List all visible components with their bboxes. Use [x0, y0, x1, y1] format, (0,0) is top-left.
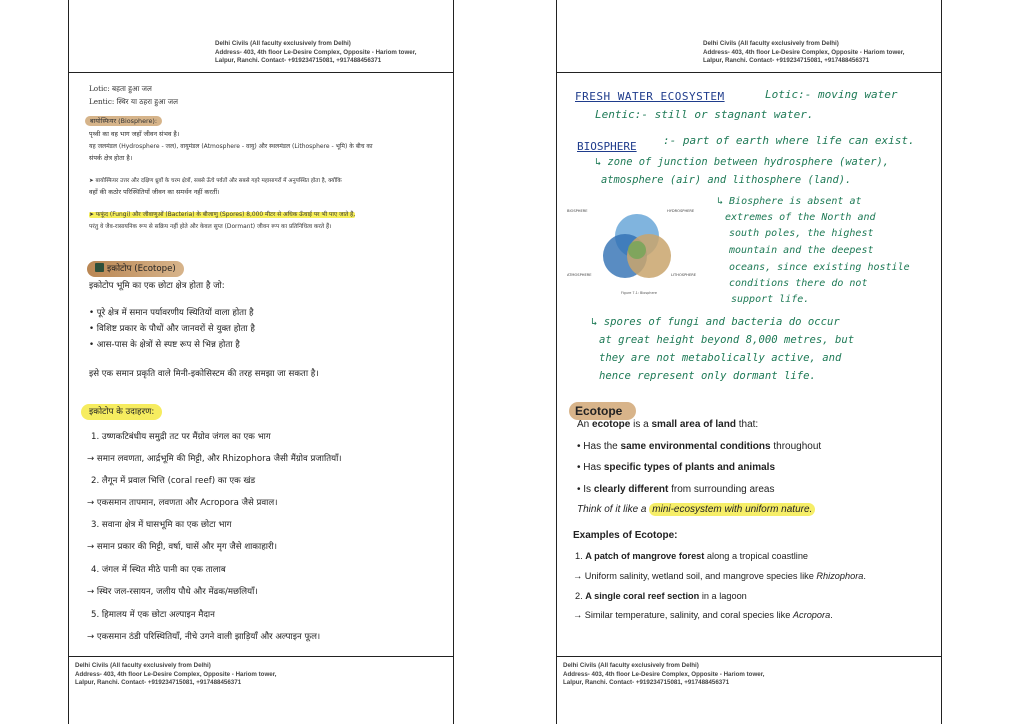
- b2-bold: specific types of plants and animals: [603, 462, 776, 473]
- hw-bio-1: :- part of earth where life can exist.: [663, 134, 915, 147]
- header-line-2: Address- 403, 4th floor Le-Desire Complex, Opposite - Hariom tower,: [703, 48, 905, 56]
- example-4-detail: → स्थिर जल-रसायन, जलीय पौधे और मेंढक/मछलियाँ।: [87, 587, 258, 597]
- def-bold-2: small area of land: [651, 419, 736, 430]
- hw-bio-3: atmosphere (air) and lithosphere (land).: [601, 174, 852, 186]
- def-bold: ecotope: [592, 419, 631, 430]
- hw-absent-5: oceans, since existing hostile: [729, 262, 910, 273]
- ex2-bold: A single coral reef section: [585, 591, 700, 601]
- hw-bio-2: ↳ zone of junction between hydrosphere (water),: [595, 156, 890, 168]
- hw-spores-3: they are not metabolically active, and: [599, 352, 842, 364]
- footer-line-2: Address- 403, 4th floor Le-Desire Complex, Opposite - Hariom tower,: [563, 670, 765, 678]
- ex2-post: in a lagoon: [699, 591, 747, 601]
- fig-caption: Figure 7.1: Biosphere: [621, 291, 657, 295]
- ex2-arrow-italic: Acropora: [792, 610, 831, 620]
- biosphere-heading: [85, 116, 162, 125]
- biosphere-core: [628, 241, 646, 259]
- hw-lentic: Lentic:- still or stagnant water.: [595, 108, 814, 121]
- b1-bold: same environmental conditions: [620, 441, 771, 452]
- ex1-arrow-post: .: [863, 571, 866, 581]
- examples-heading: [81, 405, 162, 417]
- hw-lotic: Lotic:- moving water: [765, 88, 898, 101]
- example-3-detail: → समान प्रकार की मिट्टी, वर्षा, घासें और मृग जैसे शाकाहारी।: [87, 542, 278, 552]
- biosphere-venn: [567, 200, 701, 300]
- b2-pre: • Has: [577, 462, 604, 473]
- ecotope-heading-pill: [87, 261, 184, 277]
- b3-post: from surrounding areas: [668, 484, 775, 495]
- def-mid: is a: [630, 419, 652, 430]
- lentic-line: Lentic: स्थिर या ठहरा हुआ जल: [89, 97, 178, 106]
- example-3: 3. सवाना क्षेत्र में घासभूमि का एक छोटा भाग: [91, 520, 232, 530]
- example-5-detail: → एकसमान ठंडी परिस्थितियाँ, नीचे उगने वाली झाड़ियाँ और अल्पाइन फूल।: [87, 632, 321, 642]
- ecotope-definition-en: [577, 419, 758, 430]
- hw-absent-1: ↳ Biosphere is absent at: [717, 196, 862, 207]
- example-en-1: [575, 551, 808, 561]
- hw-title: FRESH WATER ECOSYSTEM: [575, 90, 725, 103]
- ecotope-bullet-2: • विशिष्ट प्रकार के पौधों और जानवरों से युक्त होता है: [89, 324, 255, 334]
- ex2-arrow-pre: → Similar temperature, salinity, and coral species like: [573, 610, 793, 620]
- example-1-detail: → समान लवणता, आर्द्रभूमि की मिट्टी, और Rhizophora जैसी मैंग्रोव प्रजातियाँ।: [87, 454, 342, 464]
- hw-absent-3: south poles, the highest: [729, 228, 874, 239]
- ecotope-heading-en-text: Ecotope: [569, 402, 636, 420]
- hw-absent-6: conditions there do not: [729, 278, 868, 289]
- biosphere-heading-text: बायोस्फियर (Biosphere):: [85, 116, 162, 126]
- ecotope-bullet-3: • आस-पास के क्षेत्रों से स्पष्ट रूप से भिन्न होता है: [89, 340, 240, 350]
- footer-line-3: Lalpur, Ranchi. Contact- +919234715081, +917488456371: [563, 679, 730, 687]
- ex1-num: 1.: [575, 551, 583, 561]
- right-page: [556, 0, 942, 724]
- example-2-detail: → एकसमान तापमान, लवणता और Acropora जैसे प्रवाल।: [87, 498, 278, 508]
- footer-line-3: Lalpur, Ranchi. Contact- +919234715081, +917488456371: [75, 679, 242, 687]
- b3-pre: • Is: [577, 484, 594, 495]
- think-pre: Think of it like a: [577, 504, 650, 515]
- bio-para-4a: [89, 210, 355, 218]
- left-page-footer: [75, 662, 276, 688]
- ex1-bold: A patch of mangrove forest: [585, 551, 705, 561]
- hw-biosphere-title: BIOSPHERE: [577, 140, 637, 153]
- example-1: 1. उष्णकटिबंधीय समुद्री तट पर मैंग्रोव जंगल का एक भाग: [91, 432, 271, 442]
- ex1-arrow-italic: Rhizophora: [816, 571, 864, 581]
- ex1-arrow-pre: → Uniform salinity, wetland soil, and mangrove species like: [573, 571, 817, 581]
- biosphere-figure: [567, 200, 701, 300]
- book-icon: [95, 263, 104, 272]
- hw-absent-7: support life.: [731, 294, 810, 305]
- ecotope-bullet-1: • पूरे क्षेत्र में समान पर्यावरणीय स्थितियों वाला होता है: [89, 308, 254, 318]
- hw-spores-1: ↳ spores of fungi and bacteria do occur: [591, 316, 840, 328]
- bio-para-4a-text: ➤ फफूंद (Fungi) और जीवाणुओं (Bacteria) के बीजाणु (Spores) 8,000 मीटर से अधिक ऊँचाई पर भी पाए जाते हैं,: [89, 212, 356, 218]
- ecotope-definition: इकोटोप भूमि का एक छोटा क्षेत्र होता है जो:: [89, 281, 225, 291]
- hw-absent-4: mountain and the deepest: [729, 245, 874, 256]
- ex2-arrow-post: .: [830, 610, 833, 620]
- footer-line-2: Address- 403, 4th floor Le-Desire Complex, Opposite - Hariom tower,: [75, 670, 277, 678]
- example-2: 2. लैगून में प्रवाल भित्ति (coral reef) का एक खंड: [91, 476, 256, 486]
- ecotope-bullet-en-2: [577, 462, 775, 473]
- bio-para-3b: वहाँ की कठोर परिस्थितियाँ जीवन का समर्थन नहीं करतीं।: [89, 188, 220, 196]
- footer-divider: [557, 656, 941, 657]
- examples-heading-en: Examples of Ecotope:: [573, 530, 678, 541]
- ecotope-heading-text: इकोटोप (Ecotope): [107, 264, 176, 274]
- footer-line-1: Delhi Civils (All faculty exclusively from Delhi): [563, 662, 699, 669]
- think-highlight: mini-ecosystem with uniform nature.: [649, 503, 815, 516]
- example-en-2-detail: [573, 610, 833, 620]
- fig-label-lithosphere: LITHOSPHERE: [671, 273, 696, 277]
- bio-para-2b: संपर्क क्षेत्र होता है।: [89, 154, 133, 162]
- hw-spores-2: at great height beyond 8,000 metres, but: [599, 334, 855, 346]
- bio-para-2a: यह जलमंडल (Hydrosphere - जल), वायुमंडल (Atmosphere - वायु) और स्थलमंडल (Lithosphere - भूमि) के बीच का: [89, 143, 373, 150]
- lotic-line: Lotic: बहता हुआ जल: [89, 84, 152, 93]
- think-line: [577, 504, 815, 515]
- bio-para-3a: ➤ बायोस्फियर उत्तर और दक्षिण ध्रुवों के चरम क्षेत्रों, सबसे ऊँचे पर्वतों और सबसे गहरे महासागरों में अनुपस्थित होता है, क्योंकि: [89, 178, 342, 184]
- header-line-3: Lalpur, Ranchi. Contact- +919234715081, +917488456371: [703, 57, 870, 65]
- ex2-num: 2.: [575, 591, 583, 601]
- hw-spores-4: hence represent only dormant life.: [599, 370, 816, 382]
- fig-label-biosphere: BIOSPHERE: [567, 209, 588, 213]
- ecotope-note: इसे एक समान प्रकृति वाले मिनी-इकोसिस्टम की तरह समझा जा सकता है।: [89, 369, 319, 379]
- header-line-1: Delhi Civils (All faculty exclusively from Delhi): [215, 40, 351, 47]
- header-divider: [69, 72, 453, 73]
- def-pre: An: [577, 419, 593, 430]
- b1-post: throughout: [770, 441, 822, 452]
- ecotope-heading: [87, 262, 184, 274]
- example-5: 5. हिमालय में एक छोटा अल्पाइन मैदान: [91, 610, 215, 620]
- fig-label-hydrosphere: HYDROSPHERE: [667, 209, 695, 213]
- header-line-2: Address- 403, 4th floor Le-Desire Complex, Opposite - Hariom tower,: [215, 48, 417, 56]
- header-line-3: Lalpur, Ranchi. Contact- +919234715081, +917488456371: [215, 57, 382, 65]
- example-en-1-detail: [573, 571, 866, 581]
- ecotope-bullet-en-3: [577, 484, 775, 495]
- bio-para-4b: परंतु वे जैव-रासायनिक रूप से सक्रिय नहीं होते और केवल सुप्त (Dormant) जीवन रूप का प्रतिनिधित्व करते हैं।: [89, 224, 332, 230]
- left-page: [68, 0, 454, 724]
- right-page-header: [703, 40, 904, 66]
- b1-pre: • Has the: [577, 441, 621, 452]
- b3-bold: clearly different: [593, 484, 669, 495]
- ecotope-heading-en: [569, 400, 636, 419]
- def-post: that:: [735, 419, 759, 430]
- example-4: 4. जंगल में स्थित मीठे पानी का एक तालाब: [91, 565, 226, 575]
- ecotope-bullet-en-1: [577, 441, 821, 452]
- hw-absent-2: extremes of the North and: [725, 212, 876, 223]
- right-page-footer: [563, 662, 764, 688]
- fig-label-atmosphere: ATMOSPHERE: [567, 273, 592, 277]
- header-divider: [557, 72, 941, 73]
- header-line-1: Delhi Civils (All faculty exclusively from Delhi): [703, 40, 839, 47]
- left-page-header: [215, 40, 416, 66]
- footer-divider: [69, 656, 453, 657]
- bio-para-1: पृथ्वी का वह भाग जहाँ जीवन संभव है।: [89, 130, 180, 138]
- ex1-post: along a tropical coastline: [704, 551, 809, 561]
- examples-heading-text: इकोटोप के उदाहरण:: [81, 404, 162, 420]
- footer-line-1: Delhi Civils (All faculty exclusively from Delhi): [75, 662, 211, 669]
- example-en-2: [575, 591, 747, 601]
